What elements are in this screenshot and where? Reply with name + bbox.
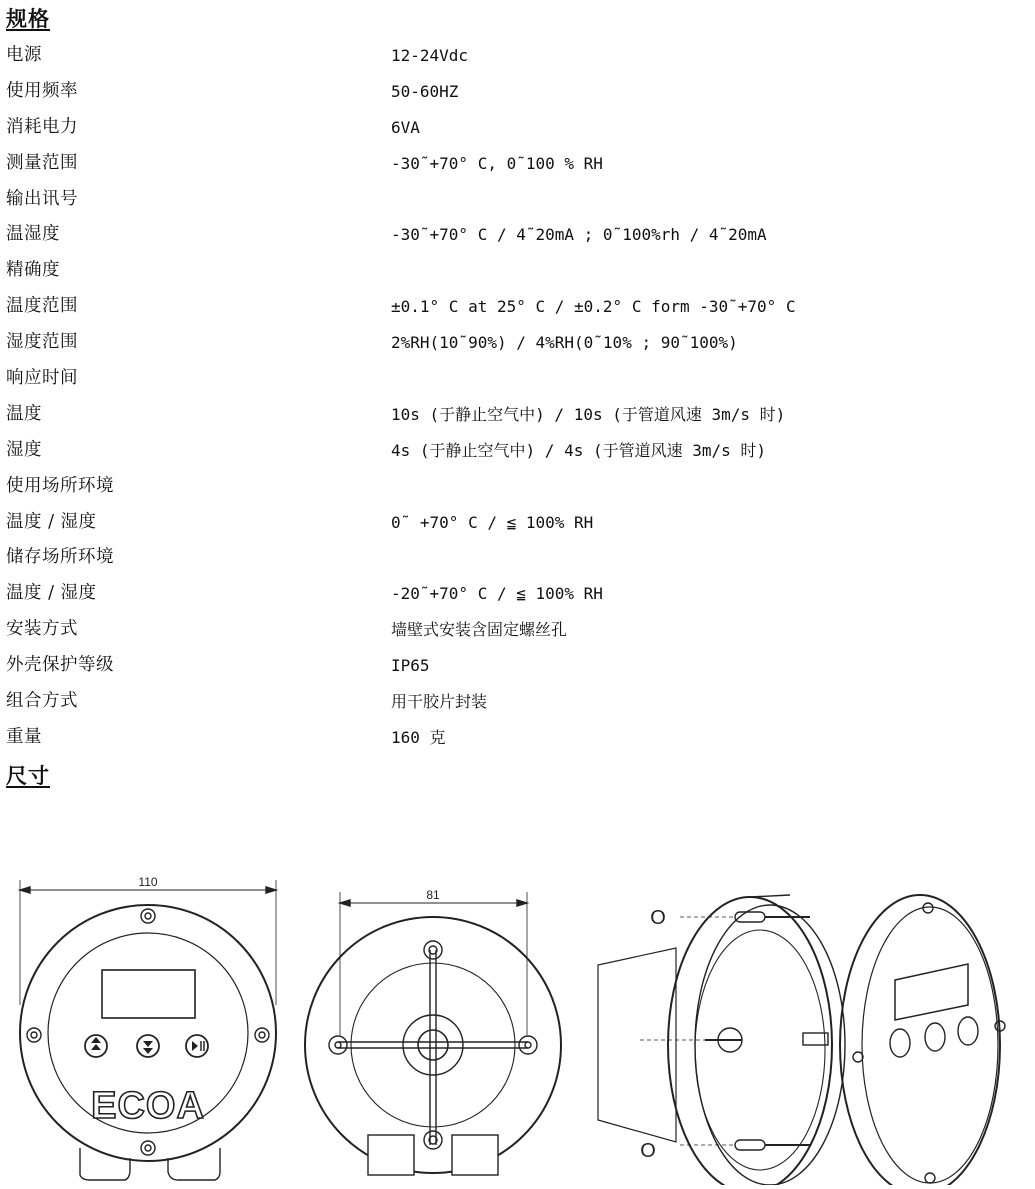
spec-row	[6, 38, 1006, 74]
front-lcd-window	[102, 970, 195, 1018]
spec-label: 安装方式	[6, 619, 78, 640]
spec-row	[6, 576, 1006, 612]
spec-value: -30˜+70° C / 4˜20mA ; 0˜100%rh / 4˜20mA	[391, 225, 767, 245]
spec-row	[6, 253, 1006, 289]
spec-value: -20˜+70° C / ≦ 100% RH	[391, 584, 603, 604]
spec-row	[6, 505, 1006, 541]
spec-label: 测量范围	[6, 152, 78, 173]
spec-heading: 规格	[6, 6, 50, 31]
spec-row	[6, 146, 1006, 182]
spec-label: 使用场所环境	[6, 475, 114, 496]
spec-label: 精确度	[6, 260, 60, 281]
spec-label: 湿度范围	[6, 332, 78, 353]
spec-row	[6, 325, 1006, 361]
front-width-dimension: 110	[138, 875, 158, 889]
back-width-dimension: 81	[426, 888, 440, 902]
spec-value: 2%RH(10˜90%) / 4%RH(0˜10% ; 90˜100%)	[391, 333, 738, 353]
spec-label: 温度 / 湿度	[6, 583, 97, 604]
spec-label: 温度 / 湿度	[6, 511, 97, 532]
spec-value: ±0.1° C at 25° C / ±0.2° C form -30˜+70° C	[391, 297, 796, 317]
spec-row	[6, 684, 1006, 720]
spec-label: 消耗电力	[6, 116, 78, 137]
spec-label: 储存场所环境	[6, 547, 114, 568]
spec-row	[6, 74, 1006, 110]
spec-value: 4s (于静止空气中) / 4s (于管道风速 3m/s 时)	[391, 440, 767, 460]
spec-label: 温度	[6, 403, 42, 424]
spec-label: 湿度	[6, 439, 42, 460]
spec-table	[6, 38, 1006, 756]
exploded-view-drawing	[598, 895, 1005, 1185]
spec-row	[6, 361, 1006, 397]
spec-value: 12-24Vdc	[391, 46, 469, 65]
spec-label: 输出讯号	[6, 188, 78, 209]
spec-value: IP65	[391, 656, 430, 676]
spec-row	[6, 648, 1006, 684]
spec-value: 墙壁式安装含固定螺丝孔	[391, 620, 568, 640]
spec-label: 使用频率	[6, 80, 78, 101]
spec-row	[6, 217, 1006, 253]
spec-row	[6, 110, 1006, 146]
ecoa-logo: ECOA	[91, 1085, 205, 1127]
spec-row	[6, 720, 1006, 756]
oring-label-bottom: O	[640, 1140, 656, 1162]
spec-label: 响应时间	[6, 368, 78, 389]
spec-label: 温湿度	[6, 224, 60, 245]
spec-row	[6, 433, 1006, 469]
spec-label: 组合方式	[6, 691, 78, 712]
spec-label: 重量	[6, 726, 42, 747]
dimension-drawings	[0, 860, 1035, 1185]
spec-row	[6, 289, 1006, 325]
spec-label: 电源	[6, 45, 42, 65]
spec-value: 6VA	[391, 117, 420, 137]
spec-value: 用干胶片封装	[391, 692, 488, 712]
spec-value: 0˜ +70° C / ≦ 100% RH	[391, 512, 594, 532]
spec-value: 10s (于静止空气中) / 10s (于管道风速 3m/s 时)	[391, 404, 786, 424]
spec-row	[6, 540, 1006, 576]
spec-label: 温度范围	[6, 296, 78, 317]
spec-row	[6, 182, 1006, 218]
spec-row	[6, 397, 1006, 433]
spec-value: 160 克	[391, 727, 446, 747]
spec-row	[6, 612, 1006, 648]
front-view-drawing	[20, 875, 276, 1180]
spec-label: 外壳保护等级	[6, 655, 114, 676]
oring-label-top: O	[650, 907, 666, 929]
dimensions-heading: 尺寸	[6, 763, 50, 788]
spec-row	[6, 469, 1006, 505]
back-view-drawing	[305, 888, 561, 1175]
spec-value: 50-60HZ	[391, 81, 459, 101]
spec-value: -30˜+70° C, 0˜100 % RH	[391, 153, 603, 173]
